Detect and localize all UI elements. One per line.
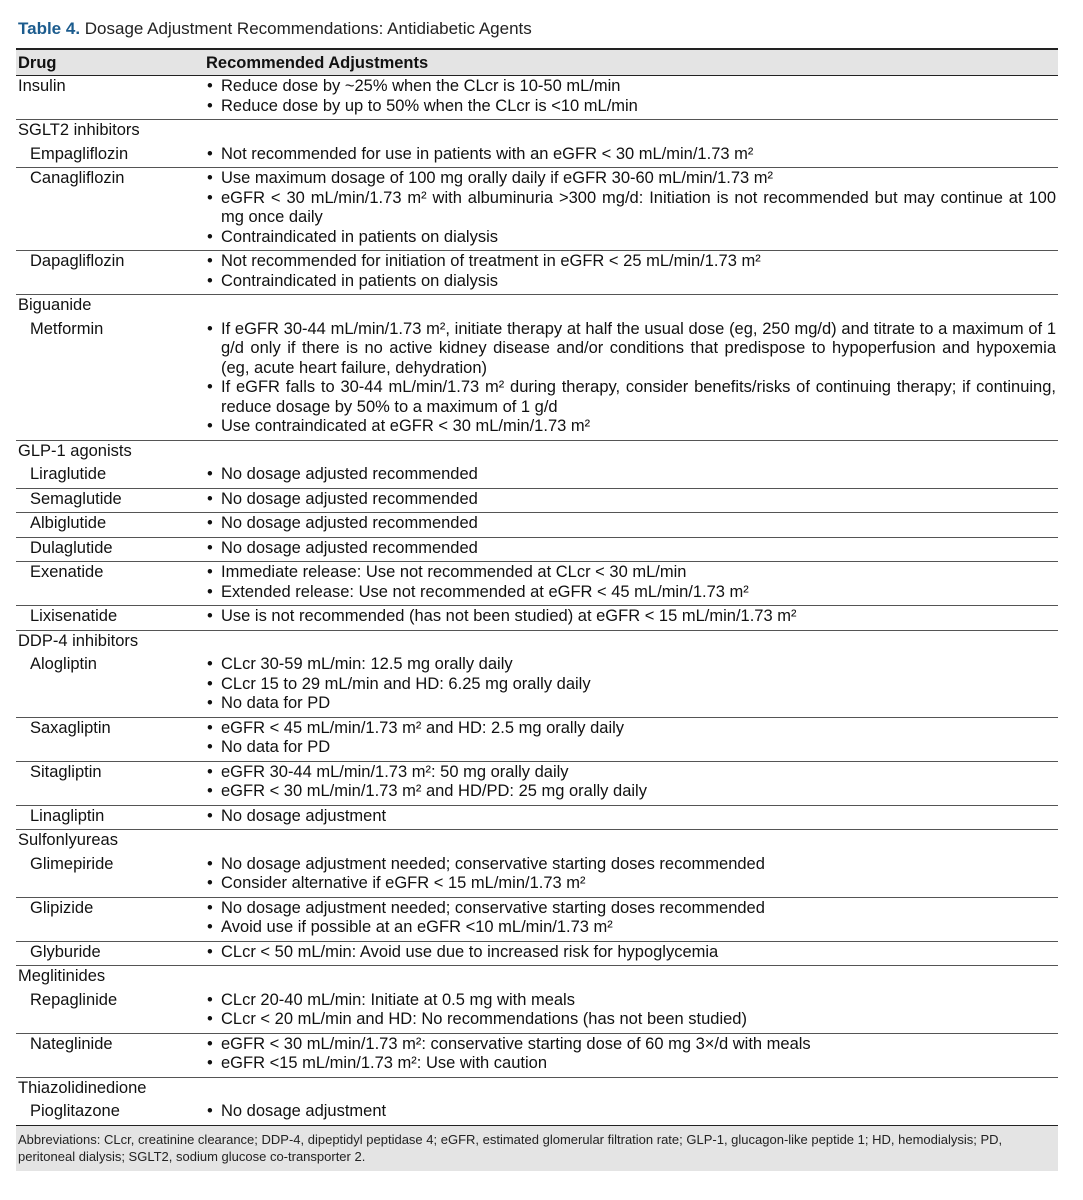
adjustment-item: • CLcr < 20 mL/min and HD: No recommendations (has not been studied) xyxy=(206,1010,1056,1030)
adjustment-item: • No data for PD xyxy=(206,694,1056,714)
table-body xyxy=(16,76,1058,1125)
drug-row xyxy=(16,319,1058,441)
drug-row xyxy=(16,654,1058,717)
drug-name: Glimepiride xyxy=(16,854,200,898)
drug-name: Pioglitazone xyxy=(30,1102,120,1120)
dosage-table-container xyxy=(16,48,1058,1171)
adjustment-list xyxy=(206,1102,1056,1122)
table-header-row xyxy=(16,50,1058,76)
adjustment-item: • CLcr 20-40 mL/min: Initiate at 0.5 mg with meals xyxy=(206,991,1056,1011)
table-label: Table 4. xyxy=(18,19,81,38)
drug-row xyxy=(16,897,1058,941)
adjustment-item: • No dosage adjustment xyxy=(206,1102,1056,1122)
adjustment-item: • No dosage adjustment xyxy=(206,807,1056,827)
recommended-adjustments-cell xyxy=(200,606,1058,631)
recommended-adjustments-cell xyxy=(200,1101,1058,1125)
adjustment-item: • Use maximum dosage of 100 mg orally daily if eGFR 30-60 mL/min/1.73 m² xyxy=(206,169,1056,189)
drug-name: Nateglinide xyxy=(16,1033,200,1077)
adjustment-item: • Use contraindicated at eGFR < 30 mL/min/1.73 m² xyxy=(206,417,1056,437)
drug-name: Lixisenatide xyxy=(16,606,200,631)
adjustment-item: • eGFR < 30 mL/min/1.73 m² and HD/PD: 25 mg orally daily xyxy=(206,782,1056,802)
adjustment-list xyxy=(206,655,1056,714)
table-title xyxy=(18,18,532,40)
recommended-adjustments-cell xyxy=(200,295,1058,319)
adjustment-item: • Contraindicated in patients on dialysis xyxy=(206,228,1056,248)
adjustment-list xyxy=(206,763,1056,802)
drug-class-row xyxy=(16,76,1058,120)
drug-row xyxy=(16,854,1058,898)
adjustment-list xyxy=(206,855,1056,894)
adjustment-item: • Contraindicated in patients on dialysis xyxy=(206,272,1056,292)
adjustment-item: • Avoid use if possible at an eGFR <10 mL/min/1.73 m² xyxy=(206,918,1056,938)
drug-row xyxy=(16,464,1058,488)
drug-name: SGLT2 inhibitors xyxy=(18,121,140,139)
drug-row xyxy=(16,513,1058,538)
drug-row xyxy=(16,144,1058,168)
adjustment-item: • eGFR 30-44 mL/min/1.73 m²: 50 mg orally daily xyxy=(206,763,1056,783)
recommended-adjustments-cell xyxy=(200,513,1058,538)
adjustment-list xyxy=(206,465,1056,485)
recommended-adjustments-cell xyxy=(200,76,1058,120)
drug-name: Metformin xyxy=(16,319,200,441)
adjustment-item: • No dosage adjustment needed; conservative starting doses recommended xyxy=(206,899,1056,919)
drug-name: Semaglutide xyxy=(16,488,200,513)
drug-row xyxy=(16,941,1058,966)
drug-name: Liraglutide xyxy=(16,464,200,488)
adjustment-item: • CLcr < 50 mL/min: Avoid use due to increased risk for hypoglycemia xyxy=(206,943,1056,963)
recommended-adjustments-cell xyxy=(200,1033,1058,1077)
drug-row xyxy=(16,1033,1058,1077)
adjustment-item: • If eGFR 30-44 mL/min/1.73 m², initiate therapy at half the usual dose (eg, 250 mg/d) and titrate to a maximum of 1 g/d only if there is no active kidney disease and/or conditions that predispose to hypoperfusion and hypoxemia (eg, acute heart failure, dehydration) xyxy=(206,320,1056,379)
drug-class-row xyxy=(16,630,1058,654)
recommended-adjustments-cell xyxy=(200,854,1058,898)
table-caption: Dosage Adjustment Recommendations: Antidiabetic Agents xyxy=(84,19,532,38)
drug-class-row xyxy=(16,1077,1058,1101)
drug-row xyxy=(16,717,1058,761)
drug-class-row xyxy=(16,440,1058,464)
header-recommended-adjustments: Recommended Adjustments xyxy=(200,50,1058,76)
adjustment-item: • CLcr 30-59 mL/min: 12.5 mg orally daily xyxy=(206,655,1056,675)
recommended-adjustments-cell xyxy=(200,319,1058,441)
adjustment-list xyxy=(206,607,1056,627)
drug-class-row xyxy=(16,295,1058,319)
adjustment-item: • No dosage adjusted recommended xyxy=(206,490,1056,510)
adjustment-list xyxy=(206,320,1056,437)
adjustment-item: • No dosage adjustment needed; conservative starting doses recommended xyxy=(206,855,1056,875)
recommended-adjustments-cell xyxy=(200,941,1058,966)
drug-name: Repaglinide xyxy=(16,990,200,1034)
adjustment-list xyxy=(206,77,1056,116)
drug-row xyxy=(16,488,1058,513)
drug-name: Albiglutide xyxy=(16,513,200,538)
adjustment-item: • Extended release: Use not recommended at eGFR < 45 mL/min/1.73 m² xyxy=(206,583,1056,603)
adjustment-item: • CLcr 15 to 29 mL/min and HD: 6.25 mg orally daily xyxy=(206,675,1056,695)
dosage-table xyxy=(16,50,1058,1125)
adjustment-list xyxy=(206,169,1056,247)
recommended-adjustments-cell xyxy=(200,630,1058,654)
recommended-adjustments-cell xyxy=(200,440,1058,464)
drug-row xyxy=(16,606,1058,631)
adjustment-item: • Immediate release: Use not recommended at CLcr < 30 mL/min xyxy=(206,563,1056,583)
recommended-adjustments-cell xyxy=(200,1077,1058,1101)
adjustment-item: • No dosage adjusted recommended xyxy=(206,514,1056,534)
adjustment-list xyxy=(206,1035,1056,1074)
drug-class-row xyxy=(16,120,1058,144)
drug-row xyxy=(16,990,1058,1034)
drug-name: Exenatide xyxy=(16,562,200,606)
adjustment-item: • Reduce dose by up to 50% when the CLcr is <10 mL/min xyxy=(206,97,1056,117)
drug-class-row xyxy=(16,966,1058,990)
adjustment-list xyxy=(206,991,1056,1030)
drug-name: Glipizide xyxy=(16,897,200,941)
drug-name: GLP-1 agonists xyxy=(18,441,132,460)
drug-name: DDP-4 inhibitors xyxy=(18,631,139,650)
recommended-adjustments-cell xyxy=(200,990,1058,1034)
recommended-adjustments-cell xyxy=(200,966,1058,990)
drug-name: Biguanide xyxy=(18,296,92,314)
adjustment-item: • Not recommended for initiation of treatment in eGFR < 25 mL/min/1.73 m² xyxy=(206,252,1056,272)
adjustment-list xyxy=(206,719,1056,758)
drug-row xyxy=(16,1101,1058,1125)
adjustment-item: • If eGFR falls to 30-44 mL/min/1.73 m² during therapy, consider benefits/risks of continuing therapy; if continuing, reduce dosage by 50% to a maximum of 1 g/d xyxy=(206,378,1056,417)
adjustment-item: • Reduce dose by ~25% when the CLcr is 10-50 mL/min xyxy=(206,77,1056,97)
drug-row xyxy=(16,168,1058,251)
drug-row xyxy=(16,251,1058,295)
adjustment-list xyxy=(206,490,1056,510)
adjustment-item: • Use is not recommended (has not been studied) at eGFR < 15 mL/min/1.73 m² xyxy=(206,607,1056,627)
adjustment-item: • eGFR < 30 mL/min/1.73 m²: conservative starting dose of 60 mg 3×/d with meals xyxy=(206,1035,1056,1055)
drug-name: Canagliflozin xyxy=(16,168,200,251)
drug-name: Thiazolidinedione xyxy=(18,1078,147,1097)
drug-name: Glyburide xyxy=(16,941,200,966)
adjustment-list xyxy=(206,899,1056,938)
adjustment-list xyxy=(206,145,1056,165)
adjustment-list xyxy=(206,563,1056,602)
drug-row xyxy=(16,805,1058,830)
recommended-adjustments-cell xyxy=(200,717,1058,761)
header-drug: Drug xyxy=(16,50,200,76)
drug-name: Meglitinides xyxy=(18,967,106,985)
adjustment-item: • No dosage adjusted recommended xyxy=(206,465,1056,485)
adjustment-item: • No data for PD xyxy=(206,738,1056,758)
recommended-adjustments-cell xyxy=(200,761,1058,805)
adjustment-item: • No dosage adjusted recommended xyxy=(206,539,1056,559)
recommended-adjustments-cell xyxy=(200,897,1058,941)
recommended-adjustments-cell xyxy=(200,537,1058,562)
adjustment-list xyxy=(206,252,1056,291)
drug-name: Saxagliptin xyxy=(16,717,200,761)
recommended-adjustments-cell xyxy=(200,654,1058,717)
drug-name: Sitagliptin xyxy=(16,761,200,805)
adjustment-list xyxy=(206,539,1056,559)
drug-name: Dapagliflozin xyxy=(16,251,200,295)
adjustment-item: • eGFR < 45 mL/min/1.73 m² and HD: 2.5 mg orally daily xyxy=(206,719,1056,739)
recommended-adjustments-cell xyxy=(200,464,1058,488)
adjustment-item: • Not recommended for use in patients with an eGFR < 30 mL/min/1.73 m² xyxy=(206,145,1056,165)
drug-name: Linagliptin xyxy=(16,805,200,830)
recommended-adjustments-cell xyxy=(200,120,1058,144)
recommended-adjustments-cell xyxy=(200,805,1058,830)
drug-row xyxy=(16,537,1058,562)
drug-name: Empagliflozin xyxy=(16,144,200,168)
drug-name: Insulin xyxy=(16,76,200,120)
recommended-adjustments-cell xyxy=(200,562,1058,606)
recommended-adjustments-cell xyxy=(200,830,1058,854)
drug-class-row xyxy=(16,830,1058,854)
recommended-adjustments-cell xyxy=(200,488,1058,513)
adjustment-item: • Consider alternative if eGFR < 15 mL/min/1.73 m² xyxy=(206,874,1056,894)
adjustment-list xyxy=(206,943,1056,963)
recommended-adjustments-cell xyxy=(200,168,1058,251)
abbreviations-footnote: Abbreviations: CLcr, creatinine clearance; DDP-4, dipeptidyl peptidase 4; eGFR, estimated glomerular filtration rate; GLP-1, glucagon-like peptide 1; HD, hemodialysis; PD, peritoneal dialysis; SGLT2, sodium glucose co-transporter 2. xyxy=(16,1125,1058,1171)
drug-name: Alogliptin xyxy=(16,654,200,717)
drug-name: Sulfonlyureas xyxy=(18,831,118,849)
adjustment-item: • eGFR < 30 mL/min/1.73 m² with albuminuria >300 mg/d: Initiation is not recommended but may continue at 100 mg once daily xyxy=(206,189,1056,228)
drug-name: Dulaglutide xyxy=(16,537,200,562)
adjustment-list xyxy=(206,807,1056,827)
recommended-adjustments-cell xyxy=(200,251,1058,295)
adjustment-list xyxy=(206,514,1056,534)
drug-row xyxy=(16,761,1058,805)
drug-row xyxy=(16,562,1058,606)
recommended-adjustments-cell xyxy=(200,144,1058,168)
adjustment-item: • eGFR <15 mL/min/1.73 m²: Use with caution xyxy=(206,1054,1056,1074)
